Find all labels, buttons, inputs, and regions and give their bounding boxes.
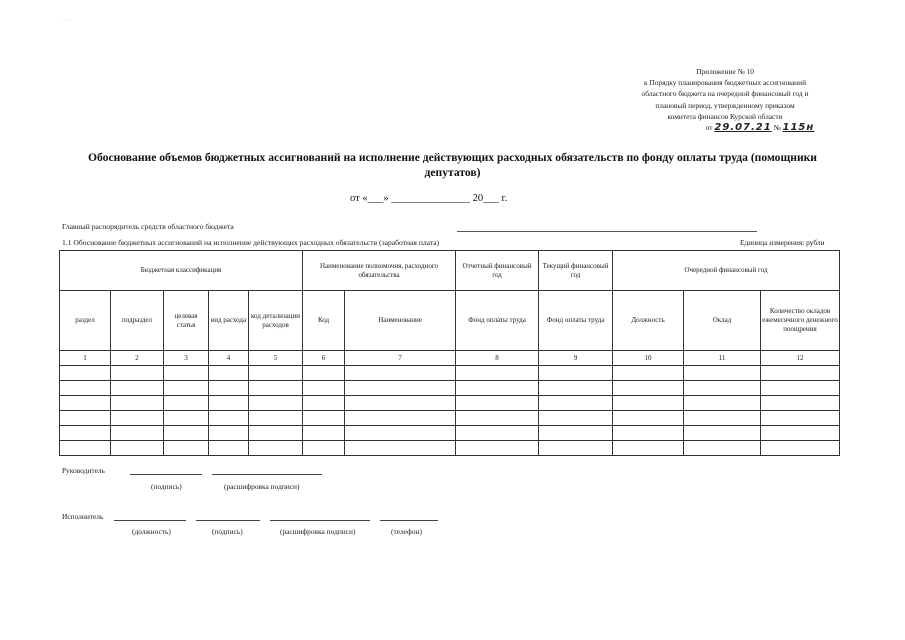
empty-cell (249, 411, 303, 426)
empty-cell (60, 411, 111, 426)
empty-cell (684, 366, 761, 381)
empty-cell (456, 396, 539, 411)
approval-line: к Порядку планирования бюджетных ассигнований (643, 78, 807, 88)
empty-cell (60, 426, 111, 441)
empty-cell (613, 396, 684, 411)
order-number-handwritten: 115н (782, 122, 815, 134)
approval-line: плановый период, утвержденному приказом (655, 100, 795, 110)
order-from-label: от (705, 123, 713, 133)
empty-cell (164, 441, 209, 456)
empty-cell (303, 441, 345, 456)
empty-cell (209, 411, 249, 426)
empty-cell (761, 381, 840, 396)
empty-cell (539, 366, 613, 381)
empty-cell (111, 381, 164, 396)
column-number: 8 (456, 351, 539, 366)
empty-cell (164, 381, 209, 396)
empty-cell (761, 426, 840, 441)
approval-block (610, 66, 840, 133)
empty-cell (539, 426, 613, 441)
empty-cell (761, 441, 840, 456)
document-date-line: от «___» _______________ 20___ г. (350, 193, 508, 204)
empty-cell (249, 426, 303, 441)
empty-cell (539, 441, 613, 456)
empty-cell (249, 366, 303, 381)
table-row (60, 396, 840, 411)
table-row (60, 381, 840, 396)
empty-cell (209, 426, 249, 441)
empty-cell (111, 366, 164, 381)
empty-cell (345, 426, 456, 441)
column-number: 6 (303, 351, 345, 366)
group-header-row (60, 251, 840, 291)
table-row (60, 441, 840, 456)
empty-cell (249, 441, 303, 456)
empty-cell (249, 381, 303, 396)
empty-cell (303, 411, 345, 426)
header-reporting-year: Отчетный финансовый год (456, 251, 539, 291)
col-header-code: Код (303, 291, 345, 351)
col-header-salary: Оклад (684, 291, 761, 351)
empty-cell (303, 381, 345, 396)
col-header-current-wage-fund: Фонд оплаты труда (539, 291, 613, 351)
approval-line: Приложение № 10 (696, 67, 754, 76)
head-name-line[interactable] (212, 474, 322, 475)
empty-cell (111, 411, 164, 426)
column-number: 5 (249, 351, 303, 366)
empty-cell (456, 426, 539, 441)
executor-label: Исполнитель (62, 512, 104, 521)
order-date-handwritten: 29.07.21 (714, 122, 772, 134)
column-number: 11 (684, 351, 761, 366)
col-header-bonus-count: Количество окладов ежемесячного денежного поощрения (761, 291, 840, 351)
empty-cell (684, 381, 761, 396)
col-header-reporting-wage-fund: Фонд оплаты труда (456, 291, 539, 351)
empty-cell (456, 441, 539, 456)
empty-cell (613, 441, 684, 456)
head-name-caption: (расшифровка подписи) (224, 482, 300, 491)
empty-cell (761, 396, 840, 411)
empty-cell (303, 426, 345, 441)
column-number: 2 (111, 351, 164, 366)
approval-line: комитета финансов Курской области (667, 111, 783, 121)
empty-cell (539, 381, 613, 396)
empty-cell (209, 441, 249, 456)
empty-cell (111, 426, 164, 441)
empty-cell (164, 426, 209, 441)
units-label: Единица измерения: рубли (740, 238, 825, 247)
empty-cell (60, 381, 111, 396)
empty-cell (164, 366, 209, 381)
head-signature-caption: (подпись) (151, 482, 182, 491)
empty-cell (60, 366, 111, 381)
col-header-name: Наименование (345, 291, 456, 351)
executor-signature-caption: (подпись) (212, 527, 243, 536)
executor-position-line[interactable] (114, 520, 186, 521)
empty-cell (456, 381, 539, 396)
approval-line: областного бюджета на очередной финансовый год и (641, 89, 809, 99)
col-header-expense-detail-code: код детализации расходов (249, 291, 303, 351)
head-label: Руководитель (62, 466, 105, 475)
column-number: 1 (60, 351, 111, 366)
empty-cell (684, 411, 761, 426)
column-number: 7 (345, 351, 456, 366)
col-header-target-item: целевая статья (164, 291, 209, 351)
document-title: Обоснование объемов бюджетных ассигнований на исполнение действующих расходных обязательств по фонду оплаты труда (помощники депутатов) (88, 151, 817, 179)
col-header-expense-type: вид расхода (209, 291, 249, 351)
empty-cell (684, 441, 761, 456)
empty-cell (249, 396, 303, 411)
empty-cell (209, 366, 249, 381)
executor-phone-line[interactable] (380, 520, 438, 521)
column-number: 3 (164, 351, 209, 366)
header-current-year: Текущий финансовый год (539, 251, 613, 291)
empty-cell (456, 411, 539, 426)
main-distributor-row (62, 222, 762, 231)
column-number: 9 (539, 351, 613, 366)
main-distributor-fill-line (457, 231, 757, 232)
empty-cell (60, 396, 111, 411)
empty-cell (613, 411, 684, 426)
empty-cell (345, 396, 456, 411)
header-authority-name: Наименование полномочия, расходного обязательства (303, 251, 456, 291)
executor-name-caption: (расшифровка подписи) (280, 527, 356, 536)
column-number: 12 (761, 351, 840, 366)
empty-cell (303, 366, 345, 381)
empty-cell (60, 441, 111, 456)
empty-cell (209, 381, 249, 396)
column-number: 10 (613, 351, 684, 366)
empty-cell (164, 411, 209, 426)
empty-cell (456, 366, 539, 381)
col-header-position: Должность (613, 291, 684, 351)
empty-cell (684, 396, 761, 411)
column-number-row (60, 351, 840, 366)
executor-phone-caption: (телефон) (391, 527, 422, 536)
head-signature-line[interactable] (130, 474, 202, 475)
empty-cell (761, 366, 840, 381)
empty-cell (345, 441, 456, 456)
empty-cell (539, 411, 613, 426)
empty-cell (613, 366, 684, 381)
sub-header-row (60, 291, 840, 351)
section-title: 1.1 Обоснование бюджетных ассигнований на исполнение действующих расходных обязательств (заработная плата) (62, 238, 440, 247)
wage-fund-table (59, 250, 840, 456)
table-row (60, 426, 840, 441)
empty-cell (164, 396, 209, 411)
executor-signature-line[interactable] (196, 520, 260, 521)
approval-order-ref (610, 122, 840, 133)
table-row (60, 366, 840, 381)
col-header-subsection: подраздел (111, 291, 164, 351)
order-number-label: № (773, 123, 781, 133)
empty-cell (345, 381, 456, 396)
empty-cell (761, 411, 840, 426)
empty-cell (209, 396, 249, 411)
header-next-year: Очередной финансовый год (613, 251, 840, 291)
empty-cell (613, 426, 684, 441)
col-header-section: раздел (60, 291, 111, 351)
empty-cell (345, 366, 456, 381)
empty-cell (613, 381, 684, 396)
empty-cell (345, 411, 456, 426)
main-distributor-label: Главный распорядитель средств областного бюджета (62, 222, 234, 231)
empty-cell (303, 396, 345, 411)
empty-cell (111, 441, 164, 456)
table-row (60, 411, 840, 426)
empty-cell (684, 426, 761, 441)
empty-cell (539, 396, 613, 411)
executor-name-line[interactable] (270, 520, 370, 521)
executor-position-caption: (должность) (132, 527, 171, 536)
header-budget-classification: Бюджетная классификация (60, 251, 303, 291)
empty-cell (111, 396, 164, 411)
column-number: 4 (209, 351, 249, 366)
scan-artifact: · · · (62, 18, 71, 24)
